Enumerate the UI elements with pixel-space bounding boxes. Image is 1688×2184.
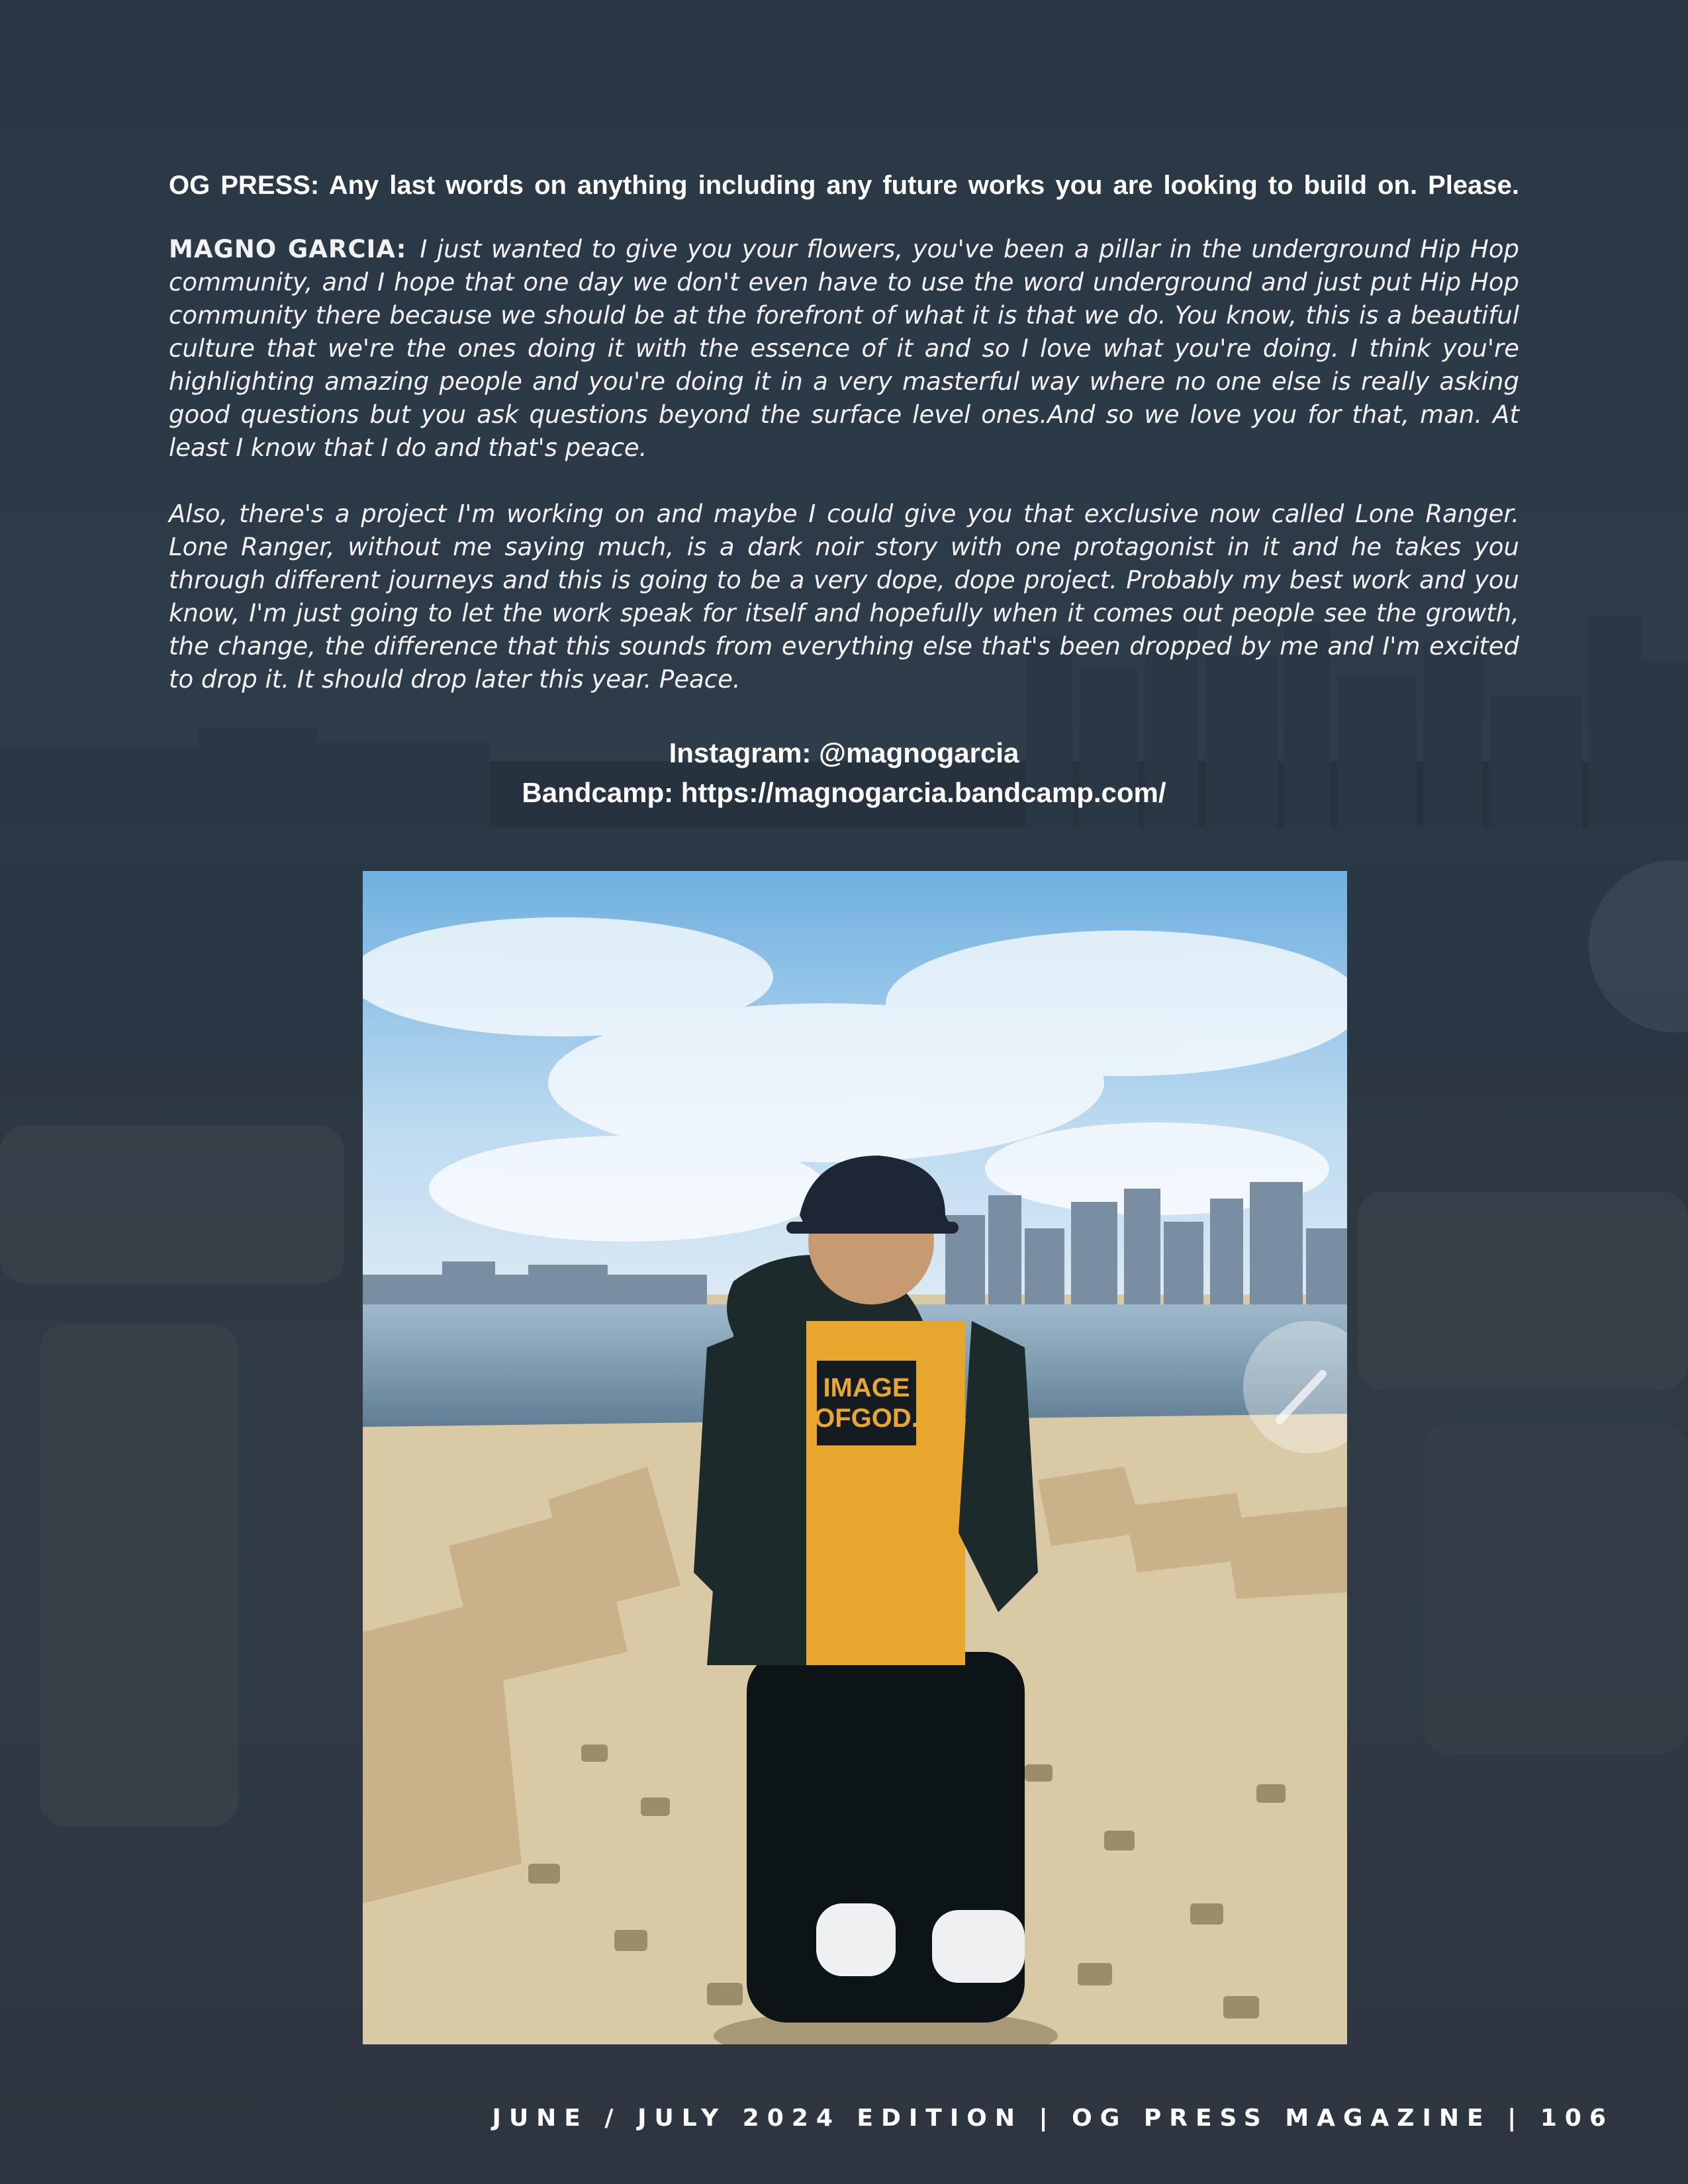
interview-answer <box>169 233 1519 465</box>
shirt-text-line-2: OFGOD. <box>814 1404 919 1433</box>
interview-answer-continued: Also, there's a project I'm working on and maybe I could give you that exclusive now called Lone Ranger. Lone Ranger, without me saying much, is a dark noir story with one protagonist in it and he takes you through different journeys and this is going to be a very dope, dope project. Probably my best work and you know, I'm just going to let the work speak for itself and hopefully when it comes out people see the growth, the change, the difference that this sounds from everything else that's been dropped by me and I'm excited to drop it. It should drop later this year. Peace. <box>169 500 1519 694</box>
background-rock <box>1423 1423 1688 1754</box>
background-rock <box>40 1324 238 1827</box>
background-rock <box>0 1125 344 1284</box>
speaker-label: MAGNO GARCIA: <box>169 235 407 263</box>
interview-text <box>169 165 1519 696</box>
answer-text: I just wanted to give you your flowers, you've been a pillar in the underground Hip Hop community, and I hope that one day we don't even have to use the word underground and just put Hip Hop community there because we should be at the forefront of what it is that we do. You know, this is a beautiful culture that we're the ones doing it with the essence of it and so I love what you're doing. I think you're highlighting amazing people and you're doing it in a very masterful way where no one else is really asking good questions but you ask questions beyond the surface level ones.And so we love you for that, man. At least I know that I do and that's peace. <box>169 235 1519 462</box>
instagram-link[interactable]: Instagram: @magnogarcia <box>669 737 1019 768</box>
social-links <box>0 733 1688 813</box>
interview-question: OG PRESS: Any last words on anything including any future works you are looking to build on. Please. <box>169 171 1519 200</box>
page-footer: JUNE / JULY 2024 EDITION | OG PRESS MAGAZINE | 106 <box>492 2105 1614 2132</box>
bandcamp-link[interactable]: Bandcamp: https://magnogarcia.bandcamp.com/ <box>522 777 1166 808</box>
shirt-text-line-1: IMAGE <box>823 1373 910 1402</box>
artist-photo <box>363 871 1347 2044</box>
background-rock <box>1357 1191 1688 1390</box>
